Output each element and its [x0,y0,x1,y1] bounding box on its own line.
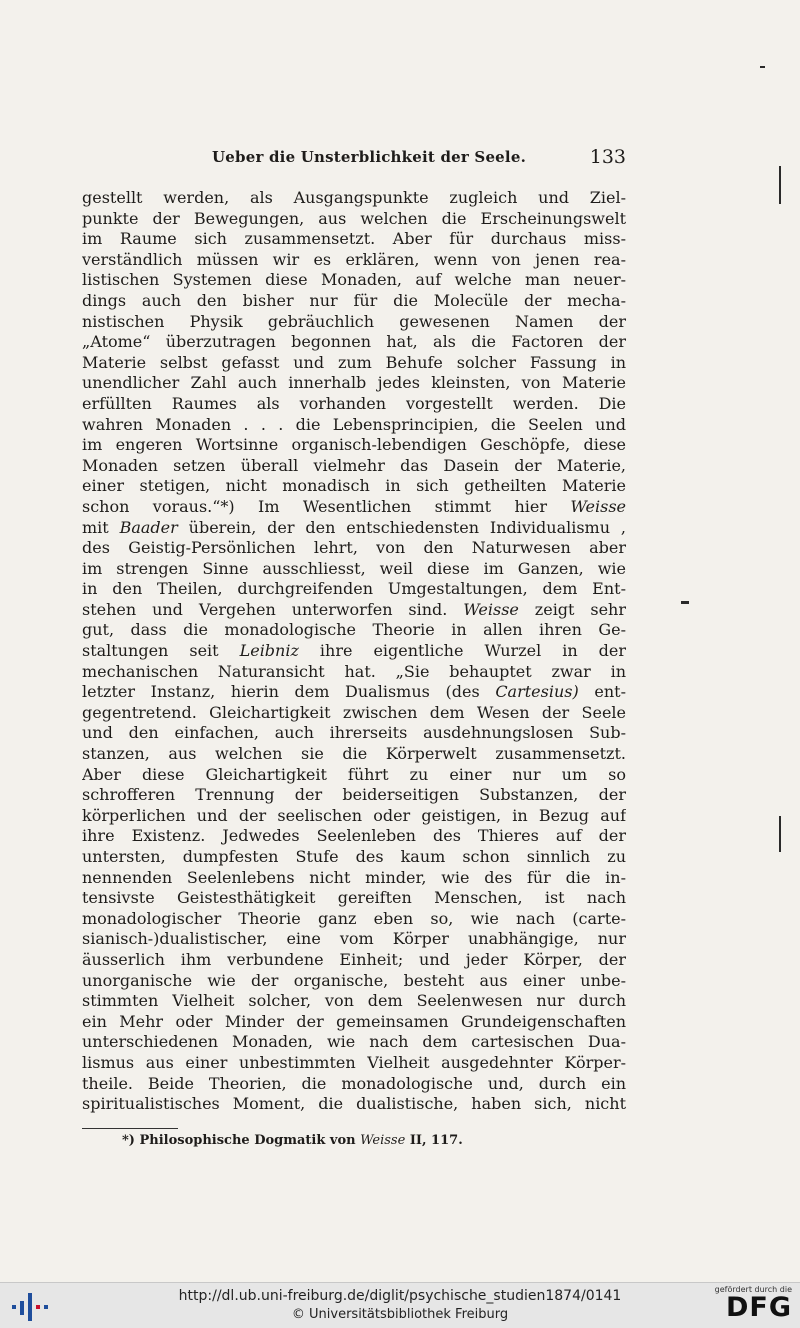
text-segment: gegentretend. Gleichartigkeit zwischen dem Wesen der Seele [82,702,626,722]
text-line [82,929,626,950]
text-line [82,806,626,827]
italic-name: Baader [119,517,178,537]
text-line [82,600,626,621]
text-segment: gestellt werden, als Ausgangspunkte zugleich und Ziel- [82,188,626,207]
footnote-author: Weisse [360,1133,406,1148]
text-line [82,703,626,724]
viewer-footer [0,1282,800,1328]
text-line [82,291,626,312]
text-segment: äusserlich ihm verbundene Einheit; und jeder Körper, der [82,949,626,969]
text-segment: monadologischer Theorie ganz eben so, wie nach (carte- [82,908,626,928]
text-segment: ein Mehr oder Minder der gemeinsamen Grundeigenschaften [82,1011,626,1031]
text-segment: „Atome“ überzutragen begonnen hat, als die Factoren der [82,332,626,352]
text-segment: überein, der den entschiedensten Individualismu , [177,517,626,537]
text-line [82,888,626,909]
text-segment: staltungen seit [82,641,240,661]
text-line [82,435,626,456]
page-number: 133 [589,146,626,168]
text-line [82,785,626,806]
footnote-rule [82,1128,178,1129]
text-segment: in den Theilen, durchgreifenden Umgestaltungen, dem Ent- [82,579,626,599]
text-segment: untersten, dumpfesten Stufe des kaum schon sinnlich zu [82,847,626,866]
text-line [82,1094,626,1115]
copyright-notice: © Universitätsbibliothek Freiburg [291,1307,509,1322]
text-segment: letzter Instanz, hierin dem Dualismus (des [82,682,496,702]
running-head [82,148,626,172]
text-segment: listischen Systemen diese Monaden, auf welche man neuer- [82,270,626,290]
text-segment: nistischen Physik gebräuchlich gewesenen Namen der [82,311,626,331]
footnote-suffix: II, 117. [405,1133,463,1148]
text-line [82,312,626,333]
text-line [82,868,626,889]
text-segment: gut, dass die monadologische Theorie in allen ihren Ge- [82,620,626,640]
text-line [82,518,626,539]
text-line [82,559,626,580]
text-segment: unorganische wie der organische, besteht aus einer unbe- [82,970,626,990]
text-segment: im engeren Wortsinne organisch-lebendigen Geschöpfe, diese [82,435,626,455]
text-segment: punkte der Bewegungen, aus welchen die Erscheinungswelt [82,208,626,228]
text-line [82,456,626,477]
text-line [82,188,626,209]
text-line [82,744,626,765]
text-segment: lismus aus einer unbestimmten Vielheit ausgedehnter Körper- [82,1052,626,1072]
text-line [82,353,626,374]
text-segment: mit [82,517,120,537]
margin-mark [681,601,689,604]
text-line [82,579,626,600]
dfg-logo [706,1285,792,1327]
text-segment: ihre eigentliche Wurzel in der [298,641,626,661]
text-segment: nennenden Seelenlebens nicht minder, wie des für die in- [82,867,626,887]
text-line [82,826,626,847]
text-segment: Monaden setzen überall vielmehr das Dasein der Materie, [82,455,626,475]
text-segment: körperlichen und der seelischen oder geistigen, in Bezug auf [82,805,626,825]
text-line [82,847,626,868]
text-segment: stimmten Vielheit solcher, von dem Seelenwesen nur durch [82,991,626,1011]
text-segment: spiritualistisches Moment, die dualistische, haben sich, nicht [82,1094,626,1114]
text-line [82,950,626,971]
text-line [82,765,626,786]
text-line [82,373,626,394]
text-segment: sianisch-)dualistischer, eine vom Körper unabhängige, nur [82,929,626,949]
text-line [82,1053,626,1074]
text-line [82,1074,626,1095]
text-segment: und den einfachen, auch ihrerseits ausdehnungslosen Sub- [82,723,626,743]
running-head-title: Ueber die Unsterblichkeit der Seele. [212,148,526,166]
text-line [82,250,626,271]
text-segment: schrofferen Trennung der beiderseitigen Substanzen, der [82,785,626,805]
text-segment: wahren Monaden . . . die Lebensprincipien, die Seelen und [82,414,626,434]
text-segment: im Raume sich zusammensetzt. Aber für durchaus miss- [82,229,626,249]
text-segment: stehen und Vergehen unterworfen sind. [82,599,464,619]
text-segment: unterschiedenen Monaden, wie nach dem cartesischen Dua- [82,1032,626,1052]
text-line [82,209,626,230]
italic-name: Weisse [463,599,519,619]
italic-name: Cartesius) [495,682,579,702]
text-segment: zeigt sehr [518,599,626,619]
text-line [82,538,626,559]
text-segment: stanzen, aus welchen sie die Körperwelt zusammensetzt. [82,744,626,764]
text-segment: Aber diese Gleichartigkeit führt zu einer nur um so [82,764,626,784]
text-segment: dings auch den bisher nur für die Molecüle der mecha- [82,290,626,310]
text-segment: Materie selbst gefasst und zum Behufe solcher Fassung in [82,352,626,372]
text-line [82,415,626,436]
text-line [82,332,626,353]
body-text [82,188,626,1115]
text-segment: ent- [578,682,626,702]
text-segment: im strengen Sinne ausschliesst, weil diese im Ganzen, wie [82,558,626,578]
dfg-logo-text: DFG [725,1292,792,1323]
footnote [122,1133,463,1148]
text-segment: des Geistig-Persönlichen lehrt, von den Naturwesen aber [82,538,626,558]
text-line [82,476,626,497]
dfg-caption: gefördert durch die [714,1285,792,1294]
permalink-url[interactable]: http://dl.ub.uni-freiburg.de/diglit/psychische_studien1874/0141 [178,1288,622,1304]
text-segment: schon voraus.“*) Im Wesentlichen stimmt hier [82,496,571,516]
text-line [82,229,626,250]
margin-mark [760,66,765,68]
italic-name: Leibniz [239,641,299,661]
text-segment: verständlich müssen wir es erklären, wenn von jenen rea- [82,249,626,269]
text-line [82,909,626,930]
text-line [82,971,626,992]
text-line [82,1012,626,1033]
text-segment: theile. Beide Theorien, die monadologische und, durch ein [82,1073,626,1093]
margin-mark [779,816,781,852]
text-line [82,270,626,291]
margin-mark [779,166,781,204]
text-line [82,620,626,641]
text-segment: ihre Existenz. Jedwedes Seelenleben des Thieres auf der [82,826,626,846]
text-segment: tensivste Geistesthätigkeit gereiften Menschen, ist nach [82,888,626,908]
text-segment: erfüllten Raumes als vorhanden vorgestellt werden. Die [82,393,626,413]
text-line [82,991,626,1012]
text-line [82,641,626,662]
text-line [82,394,626,415]
text-segment: mechanischen Naturansicht hat. „Sie behauptet zwar in [82,661,626,681]
text-line [82,662,626,683]
text-line [82,497,626,518]
italic-name: Weisse [570,496,626,516]
text-line [82,682,626,703]
footnote-prefix: *) Philosophische Dogmatik von [122,1133,361,1148]
text-line [82,1032,626,1053]
text-line [82,723,626,744]
text-segment: einer stetigen, nicht monadisch in sich getheilten Materie [82,476,626,496]
text-segment: unendlicher Zahl auch innerhalb jedes kleinsten, von Materie [82,373,626,393]
